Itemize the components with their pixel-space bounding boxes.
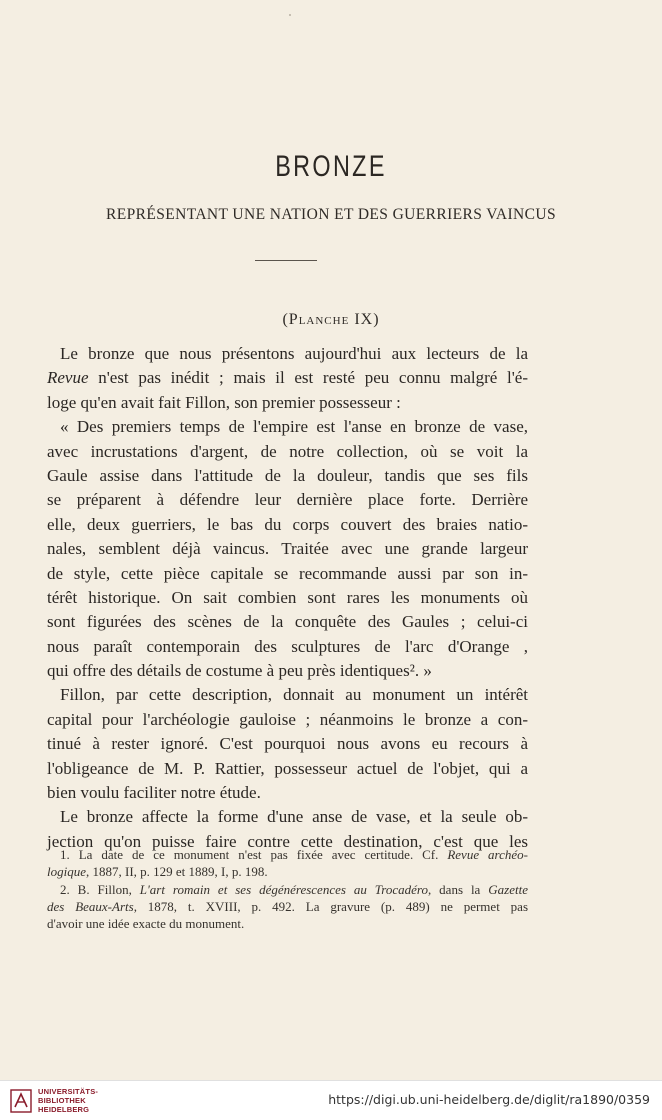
body-line: avec incrustations d'argent, de notre collection, où se voit la [47, 441, 528, 461]
library-name-line: BIBLIOTHEK [38, 1096, 86, 1105]
body-line: Le bronze affecte la forme d'une anse de vase, et la seule ob- [60, 807, 528, 827]
body-line: nous paraît contemporain des sculptures de l'arc d'Orange , [47, 636, 528, 656]
footnote-text: , dans la [428, 881, 489, 897]
footnote-text: 2. B. Fillon, [60, 881, 140, 897]
footnote-text: 1. La date de ce monument n'est pas fixée avec certitude. Cf. [60, 847, 448, 862]
article-body [47, 342, 528, 854]
plate-number: IX [354, 311, 374, 328]
plate-reference [0, 311, 662, 329]
body-line: de style, cette pièce capitale se recommande aussi par son in- [47, 563, 528, 583]
body-line: nales, semblent déjà vaincus. Traitée avec une grande largeur [47, 539, 528, 559]
body-line: Le bronze que nous présentons aujourd'hui aux lecteurs de la [60, 344, 528, 363]
footnote-text: , 1887, II, p. 129 et 1889, I, p. 198. [86, 864, 268, 880]
plate-open-paren: ( [282, 311, 289, 328]
viewer-footer [0, 1080, 662, 1120]
body-line: capital pour l'archéologie gauloise ; néanmoins le bronze a con- [47, 709, 528, 729]
library-name-line: UNIVERSITÄTS- [38, 1087, 99, 1096]
footnote-1-line-1 [47, 846, 528, 863]
body-line: qui offre des détails de costume à peu près identiques². » [47, 661, 432, 681]
body-line [47, 366, 528, 390]
body-line: se préparent à défendre leur dernière place forte. Derrière [47, 490, 528, 510]
footnote-italic: L'art romain et ses dégénérescences au Trocadéro [139, 881, 428, 897]
body-line: « Des premiers temps de l'empire est l'anse en bronze de vase, [60, 417, 528, 437]
page-speck [289, 14, 291, 16]
body-line: elle, deux guerriers, le bas du corps couvert des braies natio- [47, 514, 528, 534]
article-subtitle: REPRÉSENTANT UNE NATION ET DES GUERRIERS VAINCUS [106, 206, 556, 223]
footnotes [47, 846, 528, 932]
footnote-italic: Revue archéo- [447, 847, 528, 862]
footnote-1-line-2 [47, 863, 528, 880]
journal-title-italic: Revue [47, 368, 89, 388]
title-rule-divider [255, 260, 317, 261]
library-name [38, 1087, 98, 1114]
footnote-2-line-1 [47, 881, 528, 898]
footnote-text: , 1878, t. XVIII, p. 492. La gravure (p. 489) ne permet pas [133, 898, 529, 914]
body-line: Gaule assise dans l'attitude de la douleur, tandis que ses fils [47, 465, 528, 485]
footnote-italic: logique [47, 864, 86, 880]
body-line: sont figurées des scènes de la conquête des Gaules ; celui-ci [47, 612, 528, 632]
plate-close-paren: ) [373, 311, 380, 328]
body-line: térêt historique. On sait combien sont rares les monuments où [47, 587, 528, 607]
footnote-2-line-2 [47, 898, 528, 915]
body-line: bien voulu faciliter notre étude. [47, 783, 261, 803]
plate-word: Planche [288, 311, 350, 328]
footnote-italic: des Beaux-Arts [47, 898, 134, 914]
article-title: BRONZE [275, 150, 387, 183]
footnote-italic: Gazette [488, 881, 528, 897]
library-name-line: HEIDELBERG [38, 1105, 90, 1114]
university-library-logo-icon [10, 1089, 32, 1113]
body-line: loge qu'en avait fait Fillon, son premier possesseur : [47, 392, 401, 412]
body-line: l'obligeance de M. P. Rattier, possesseur actuel de l'objet, qui a [47, 758, 528, 778]
body-line-rest: n'est pas inédit ; mais il est resté peu connu malgré l'é- [88, 368, 528, 388]
permalink-url[interactable]: https://digi.ub.uni-heidelberg.de/diglit/ra1890/0359 [328, 1092, 650, 1107]
body-line: tinué à rester ignoré. C'est pourquoi nous avons eu recours à [47, 734, 528, 754]
body-line: Fillon, par cette description, donnait au monument un intérêt [60, 685, 528, 705]
footnote-2-line-3: d'avoir une idée exacte du monument. [47, 916, 245, 932]
body-line: jection qu'on puisse faire contre cette destination, c'est que les [47, 831, 528, 851]
